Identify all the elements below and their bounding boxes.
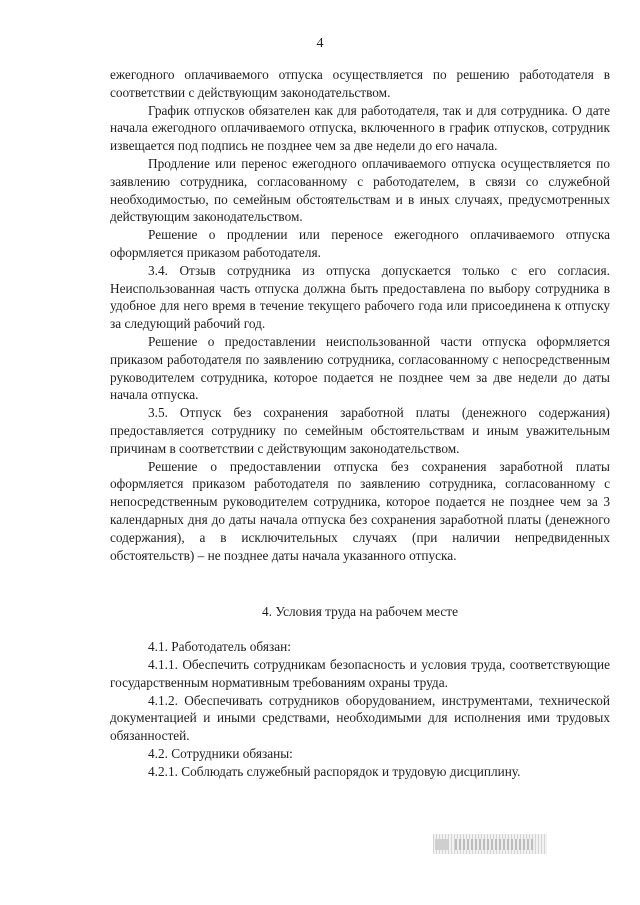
- paragraph-vacation-schedule: График отпусков обязателен как для работодателя, так и для сотрудника. О дате начала ежегодного оплачиваемого отпуска, включенного в график отпусков, сотрудник извещается под подпись не позднее чем за две недели до его начала.: [110, 102, 610, 154]
- paragraph-vacation-extension: Продление или перенос ежегодного оплачиваемого отпуска осуществляется по заявлению сотрудника, согласованному с работодателем, в связи со служебной необходимостью, по семейным обстоятельствам и в иных случаях, предусмотренных действующим законодательством.: [110, 155, 610, 225]
- stamp-mark: [435, 839, 449, 850]
- page-number: 4: [316, 36, 324, 51]
- paragraph-unused-part-decision: Решение о предоставлении неиспользованной части отпуска оформляется приказом работодателя по заявлению сотрудника, согласованному с непосредственным руководителем сотрудника, которое подается не позднее чем за две недели до даты начала отпуска.: [110, 333, 610, 403]
- paragraph-extension-decision: Решение о продлении или переносе ежегодного оплачиваемого отпуска оформляется приказом работодателя.: [110, 227, 610, 260]
- paragraph-4-1-1: 4.1.1. Обеспечить сотрудникам безопасность и условия труда, соответствующие государственным нормативным требованиям охраны труда.: [110, 656, 610, 690]
- paragraph-4-2: 4.2. Сотрудники обязаны:: [148, 745, 293, 761]
- paragraph-4-1-2: 4.1.2. Обеспечивать сотрудников оборудованием, инструментами, технической документацией и иными средствами, необходимыми для исполнения ими трудовых обязанностей.: [110, 692, 610, 744]
- stamp-barcode: [455, 839, 535, 850]
- paragraph-3-4-recall: 3.4. Отзыв сотрудника из отпуска допускается только с его согласия. Неиспользованная часть отпуска должна быть предоставлена по выбору сотрудника в удобное для него время в течение текущего рабочего года или присоединена к отпуску за следующий рабочий год.: [110, 262, 610, 332]
- scan-stamp: [433, 834, 547, 854]
- paragraph-4-2-1: 4.2.1. Соблюдать служебный распорядок и трудовую дисциплину.: [148, 763, 521, 779]
- paragraph-3-5-unpaid-leave: 3.5. Отпуск без сохранения заработной платы (денежного содержания) предоставляется сотруднику по семейным обстоятельствам и иным уважительным причинам в соответствии с действующим законодательством.: [110, 405, 610, 456]
- paragraph-continuation: ежегодного оплачиваемого отпуска осуществляется по решению работодателя в соответствии с действующим законодательством.: [110, 67, 610, 100]
- section-heading: 4. Условия труда на рабочем месте: [262, 604, 458, 620]
- page-body: [110, 66, 610, 780]
- paragraph-4-1: 4.1. Работодатель обязан:: [148, 639, 291, 655]
- paragraph-unpaid-leave-decision: Решение о предоставлении отпуска без сохранения заработной платы оформляется приказом работодателя по заявлению сотрудника, согласованному с непосредственным руководителем сотрудника, которое подается не позднее чем за 3 календарных дня до даты начала отпуска без сохранения заработной платы (денежного содержания), а в исключительных случаях (при наличии непредвиденных обстоятельств) – не позднее даты начала указанного отпуска.: [110, 458, 610, 563]
